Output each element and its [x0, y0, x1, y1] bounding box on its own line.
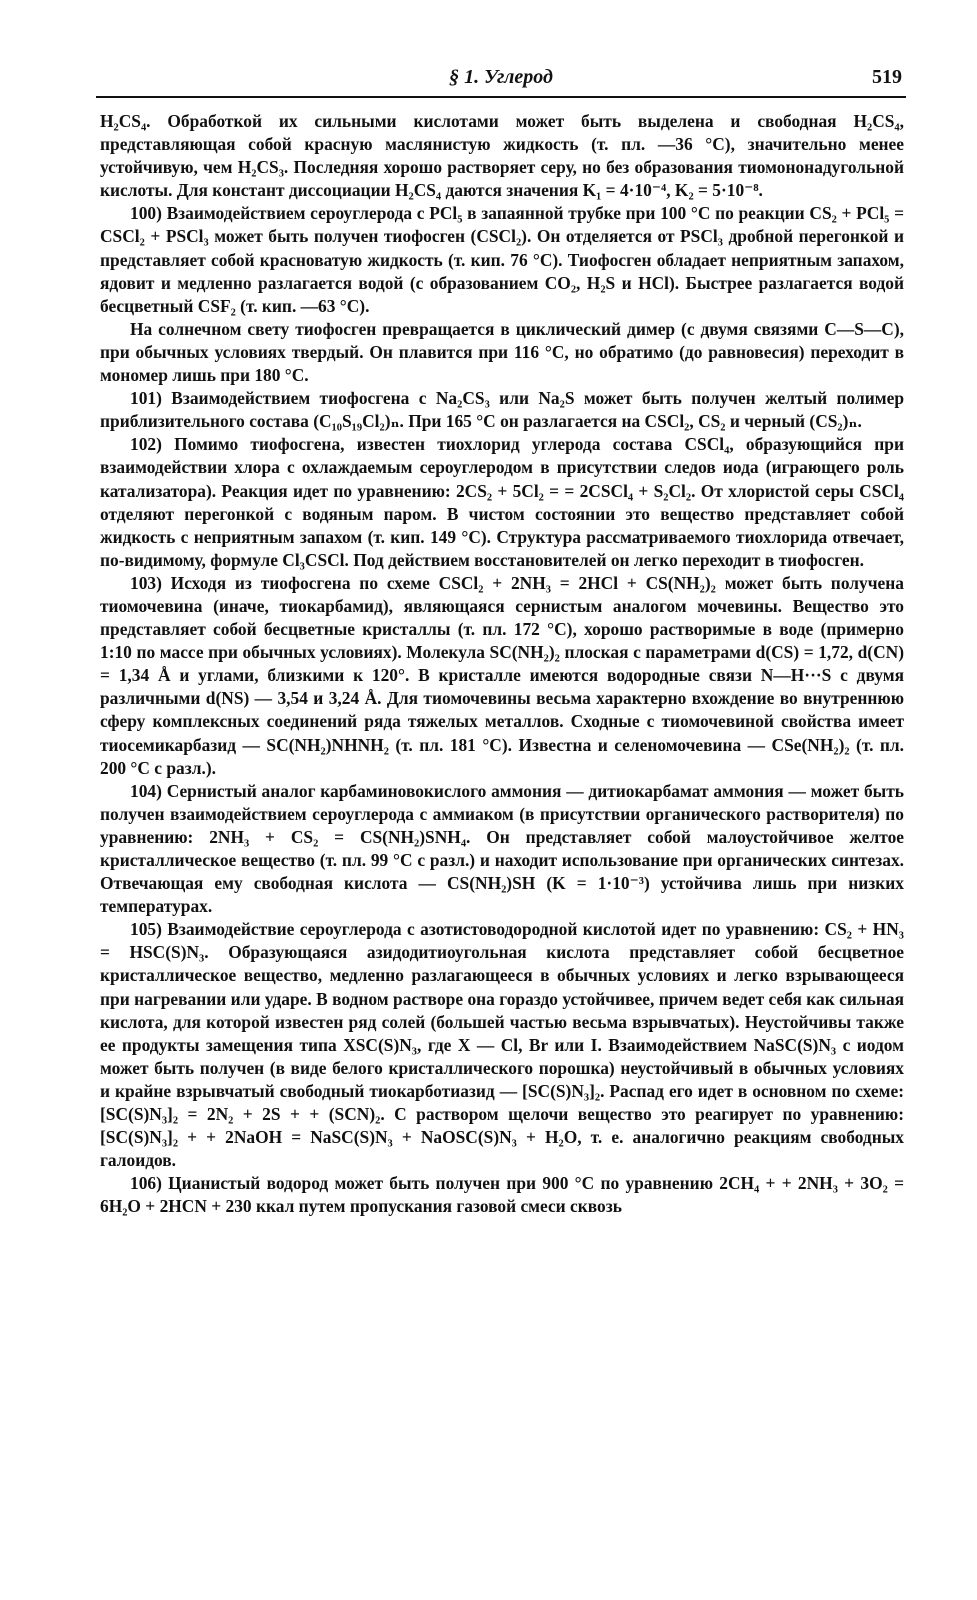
- paragraph-104-dithiocarbamate: 104) Сернистый аналог карбаминовокислого аммония — дитиокарбамат аммония — может быть получен взаимодействием сероуглерода с аммиаком (в присутствии органического растворителя) по уравнению: 2NH₃ + CS₂ = CS(NH₂)SNH₄. Он представляет собой малоустойчивое желтое кристаллическое вещество (т. пл. 99 °С с разл.) и находит использование при органических синтезах. Отвечающая ему свободная кислота — CS(NH₂)SH (K = 1·10⁻³) устойчива лишь при низких температурах.: [100, 780, 904, 917]
- running-header: [96, 62, 906, 98]
- paragraph-105-azidodithiocarbonic-acid: 105) Взаимодействие сероуглерода с азотистоводородной кислотой идет по уравнению: CS₂ + HN₃ = HSC(S)N₃. Образующаяся азидодитиоугольная кислота представляет собой бесцветное кристаллическое вещество, медленно разлагающееся в обычных условиях и легко взрывающееся при нагревании или ударе. В водном растворе она гораздо устойчивее, причем ведет себя как сильная кислота, для которой известен ряд солей (большей частью весьма взрывчатых). Неустойчивы также ее продукты замещения типа XSC(S)N₃, где X — Cl, Br или I. Взаимодействием NaSC(S)N₃ с иодом может быть получен (в виде белого кристаллического порошка) неустойчивый в обычных условиях и крайне взрывчатый свободный тиокарботиазид — [SC(S)N₃]₂. Распад его идет в основном по схеме: [SC(S)N₃]₂ = 2N₂ + 2S + + (SCN)₂. С раствором щелочи вещество это реагирует по уравнению: [SC(S)N₃]₂ + + 2NaOH = NaSC(S)N₃ + NaOSC(S)N₃ + H₂O, т. е. аналогично реакциям свободных галоидов.: [100, 919, 904, 1171]
- paragraph-103-thiourea: 103) Исходя из тиофосгена по схеме CSCl₂ + 2NH₃ = 2HCl + CS(NH₂)₂ может быть получена тиомочевина (иначе, тиокарбамид), являющаяся сернистым аналогом мочевины. Вещество это представляет собой бесцветные кристаллы (т. пл. 172 °С), хорошо растворимые в воде (примерно 1:10 по массе при обычных условиях). Молекула SC(NH₂)₂ плоская с параметрами d(CS) = 1,72, d(CN) = 1,34 Å и углами, близкими к 120°. В кристалле имеются водородные связи N—H···S с двумя различными d(NS) — 3,54 и 3,24 Å. Для тиомочевины весьма характерно вхождение во внутреннюю сферу комплексных соединений ряда тяжелых металлов. Сходные с тиомочевиной свойства имеет тиосемикарбазид — SC(NH₂)NHNH₂ (т. пл. 181 °С). Известна и селеномочевина — CSe(NH₂)₂ (т. пл. 200 °С с разл.).: [100, 572, 904, 778]
- paragraph-100-thiophosgene: 100) Взаимодействием сероуглерода с PCl₅ в запаянной трубке при 100 °С по реакции CS₂ + PCl₅ = CSCl₂ + PSCl₃ может быть получен тиофосген (CSCl₂). Он отделяется от PSCl₃ дробной перегонкой и представляет собой красноватую жидкость (т. кип. 76 °С). Тиофосген обладает неприятным запахом, ядовит и медленно разлагается водой (с образованием CO₂, H₂S и HCl). Быстрее разлагается водой бесцветный CSF₂ (т. кип. —63 °С).: [100, 203, 904, 316]
- page-number: 519: [872, 66, 902, 88]
- paragraph-106-hydrogen-cyanide: 106) Цианистый водород может быть получен при 900 °С по уравнению 2CH₄ + + 2NH₃ + 3O₂ = 6H₂O + 2HCN + 230 ккал путем пропускания газовой смеси сквозь: [100, 1173, 904, 1217]
- paragraph-101-polymer: 101) Взаимодействием тиофосгена с Na₂CS₃ или Na₂S может быть получен желтый полимер приблизительного состава (C₁₀S₁₉Cl₂)ₙ. При 165 °С он разлагается на CSCl₂, CS₂ и черный (CS₂)ₙ.: [100, 388, 904, 432]
- page-body: [100, 110, 904, 1219]
- paragraph-continuation: H₂CS₄. Обработкой их сильными кислотами может быть выделена и свободная H₂CS₄, представляющая собой красную маслянистую жидкость (т. пл. —36 °С), значительно менее устойчивую, чем H₂CS₃. Последняя хорошо растворяет серу, но без образования тиомононадугольной кислоты. Для констант диссоциации H₂CS₄ даются значения K₁ = 4·10⁻⁴, K₂ = 5·10⁻⁸.: [100, 111, 904, 201]
- paragraph-dimer: На солнечном свету тиофосген превращается в циклический димер (с двумя связями C—S—C), при обычных условиях твердый. Он плавится при 116 °С, но обратимо (до равновесия) переходит в мономер лишь при 180 °С.: [100, 318, 904, 386]
- paragraph-102-thiochloride: 102) Помимо тиофосгена, известен тиохлорид углерода состава CSCl₄, образующийся при взаимодействии хлора с охлаждаемым сероуглеродом в присутствии следов иода (играющего роль катализатора). Реакция идет по уравнению: 2CS₂ + 5Cl₂ = = 2CSCl₄ + S₂Cl₂. От хлористой серы CSCl₄ отделяют перегонкой с водяным паром. В чистом состоянии это вещество представляет собой жидкость с неприятным запахом (т. кип. 149 °С). Структура рассматриваемого тиохлорида отвечает, по-видимому, формуле Cl₃CSCl. Под действием восстановителей он легко переходит в тиофосген.: [100, 434, 904, 570]
- section-title: § 1. Углерод: [449, 66, 553, 88]
